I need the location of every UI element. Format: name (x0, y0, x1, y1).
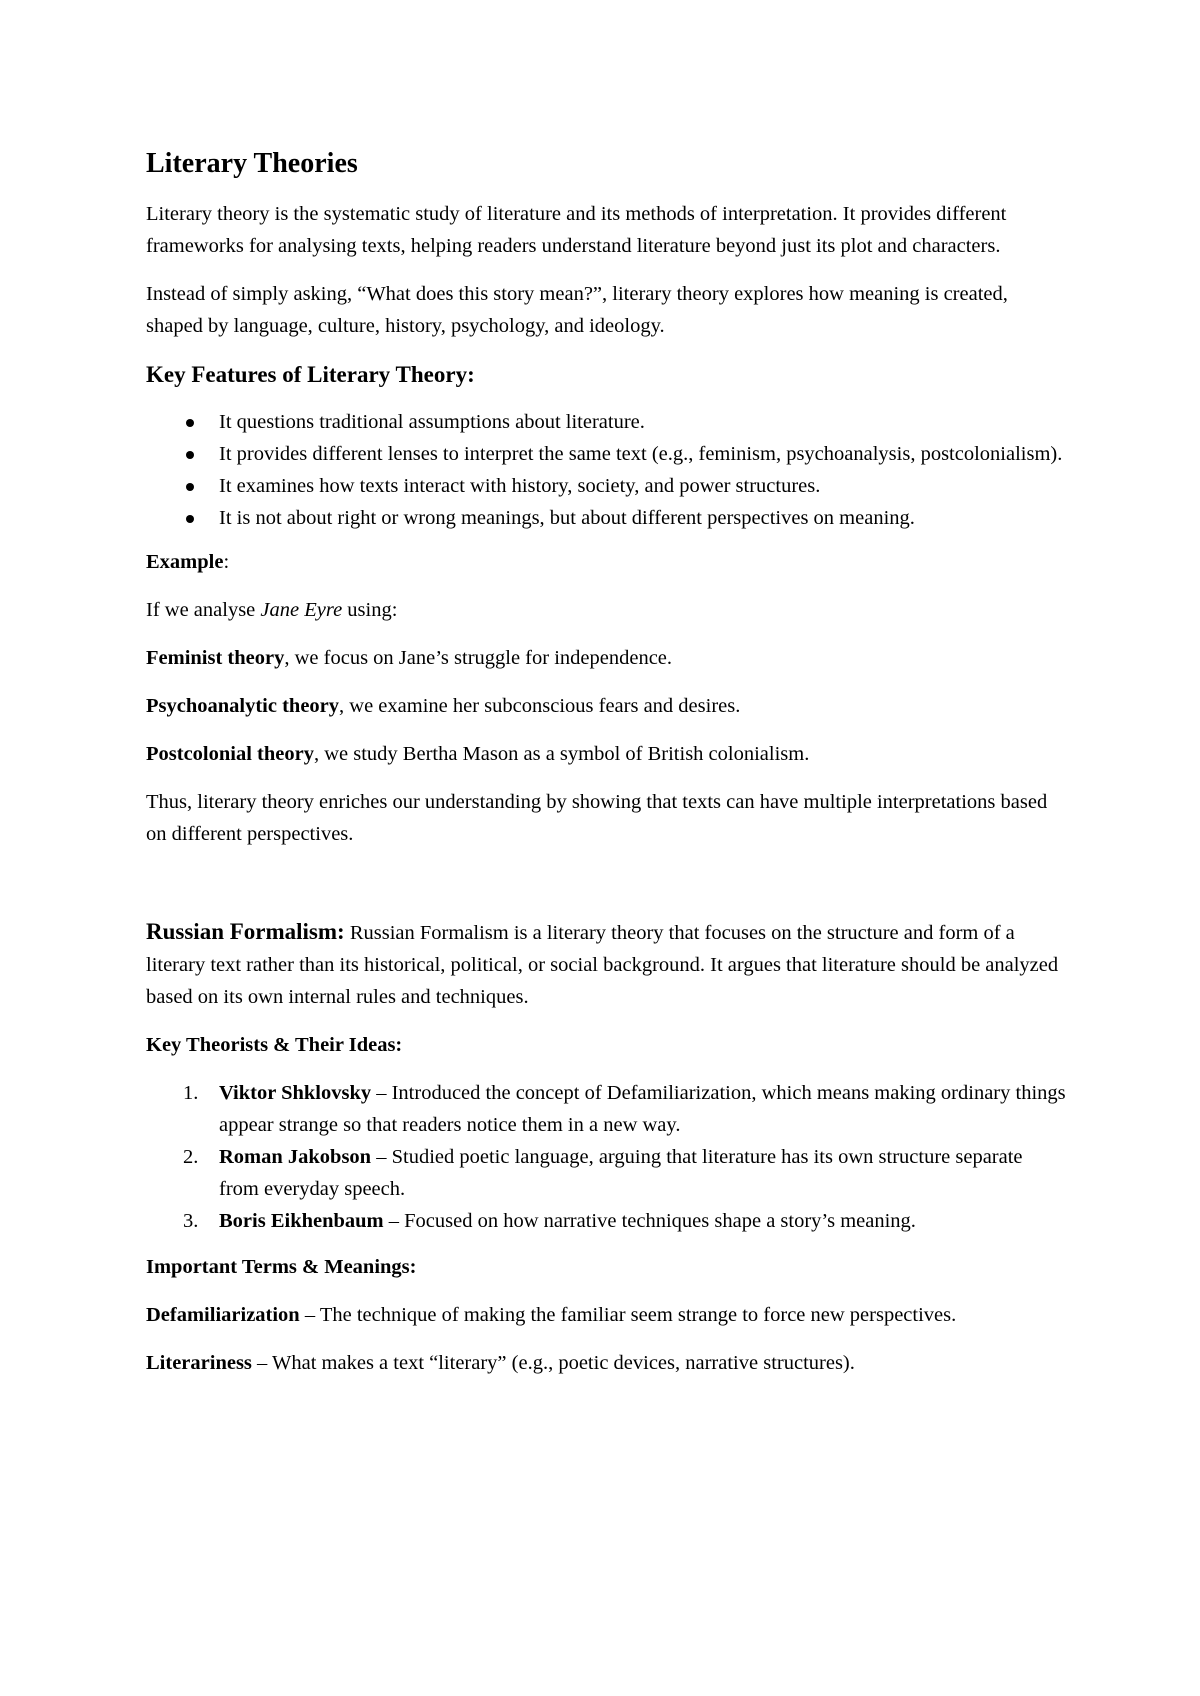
example-intro-post: using: (342, 599, 398, 621)
theorists-list (146, 1077, 1066, 1237)
theory-term: Postcolonial theory (146, 743, 314, 765)
theorist-idea: – Focused on how narrative techniques shape a story’s meaning. (383, 1210, 916, 1232)
theory-term: Feminist theory (146, 647, 285, 669)
page-title: Literary Theories (146, 148, 358, 179)
term-name: Literariness (146, 1352, 252, 1374)
theory-description: , we focus on Jane’s struggle for independence. (284, 647, 673, 669)
russian-formalism-heading: Russian Formalism: (146, 919, 345, 944)
key-features-heading: Key Features of Literary Theory: (146, 362, 475, 387)
key-theorists-heading: Key Theorists & Their Ideas: (146, 1034, 403, 1056)
term-meaning: – The technique of making the familiar seem strange to force new perspectives. (299, 1304, 957, 1326)
example-colon: : (223, 551, 230, 573)
theory-term: Psychoanalytic theory (146, 695, 340, 717)
theorist-name: Roman Jakobson (219, 1146, 372, 1168)
russian-formalism-intro (146, 916, 1066, 1013)
example-label-line (146, 546, 1066, 578)
example-conclusion: Thus, literary theory enriches our understanding by showing that texts can have multiple interpretations based on different perspectives. (146, 791, 1048, 845)
term-name: Defamiliarization (146, 1304, 300, 1326)
important-terms-heading: Important Terms & Meanings: (146, 1256, 417, 1278)
intro-paragraph-1: Literary theory is the systematic study of literature and its methods of interpretation. It provides different frameworks for analysing texts, helping readers understand literature beyond just its plot and characters. (146, 203, 1007, 257)
list-item (146, 1205, 1066, 1237)
theorist-name: Boris Eikhenbaum (219, 1210, 384, 1232)
term-literariness (146, 1347, 1066, 1379)
russian-formalism-body: Russian Formalism is a literary theory that focuses on the structure and form of a literary text rather than its historical, political, or social background. It argues that literature should be analyzed based on its own internal rules and techniques. (146, 922, 1059, 1008)
list-item-text: It examines how texts interact with history, society, and power structures. (219, 475, 821, 497)
list-item (146, 438, 1066, 470)
section-spacer (146, 866, 1066, 916)
list-item (146, 406, 1066, 438)
example-line-postcolonial (146, 738, 1066, 770)
document-content (146, 144, 1066, 1395)
theorist-idea: – Introduced the concept of Defamiliarization, which means making ordinary things appear strange so that readers notice them in a new way. (219, 1082, 1066, 1136)
list-item-text: It is not about right or wrong meanings, but about different perspectives on meaning. (219, 507, 915, 529)
example-line-psychoanalytic (146, 690, 1066, 722)
key-features-list (146, 406, 1066, 534)
example-intro (146, 594, 1066, 626)
example-intro-pre: If we analyse (146, 599, 261, 621)
bullet-icon (186, 483, 194, 491)
bullet-icon (186, 419, 194, 427)
list-number: 1. (183, 1082, 199, 1104)
list-item (146, 1077, 1066, 1141)
theory-description: , we examine her subconscious fears and desires. (339, 695, 741, 717)
bullet-icon (186, 515, 194, 523)
theory-description: , we study Bertha Mason as a symbol of British colonialism. (313, 743, 810, 765)
example-label: Example (146, 551, 224, 573)
theorist-idea: – Studied poetic language, arguing that literature has its own structure separate from everyday speech. (219, 1146, 1023, 1200)
list-item (146, 1141, 1066, 1205)
intro-paragraph-2: Instead of simply asking, “What does this story mean?”, literary theory explores how meaning is created, shaped by language, culture, history, psychology, and ideology. (146, 283, 1008, 337)
theorist-name: Viktor Shklovsky (219, 1082, 372, 1104)
list-number: 2. (183, 1146, 199, 1168)
term-meaning: – What makes a text “literary” (e.g., poetic devices, narrative structures). (251, 1352, 855, 1374)
list-item-text: It provides different lenses to interpret the same text (e.g., feminism, psychoanalysis, postcolonialism). (219, 443, 1063, 465)
book-title: Jane Eyre (260, 599, 343, 621)
example-line-feminist (146, 642, 1066, 674)
list-item-text: It questions traditional assumptions about literature. (219, 411, 645, 433)
list-item (146, 470, 1066, 502)
bullet-icon (186, 451, 194, 459)
list-number: 3. (183, 1210, 199, 1232)
list-item (146, 502, 1066, 534)
term-defamiliarization (146, 1299, 1066, 1331)
